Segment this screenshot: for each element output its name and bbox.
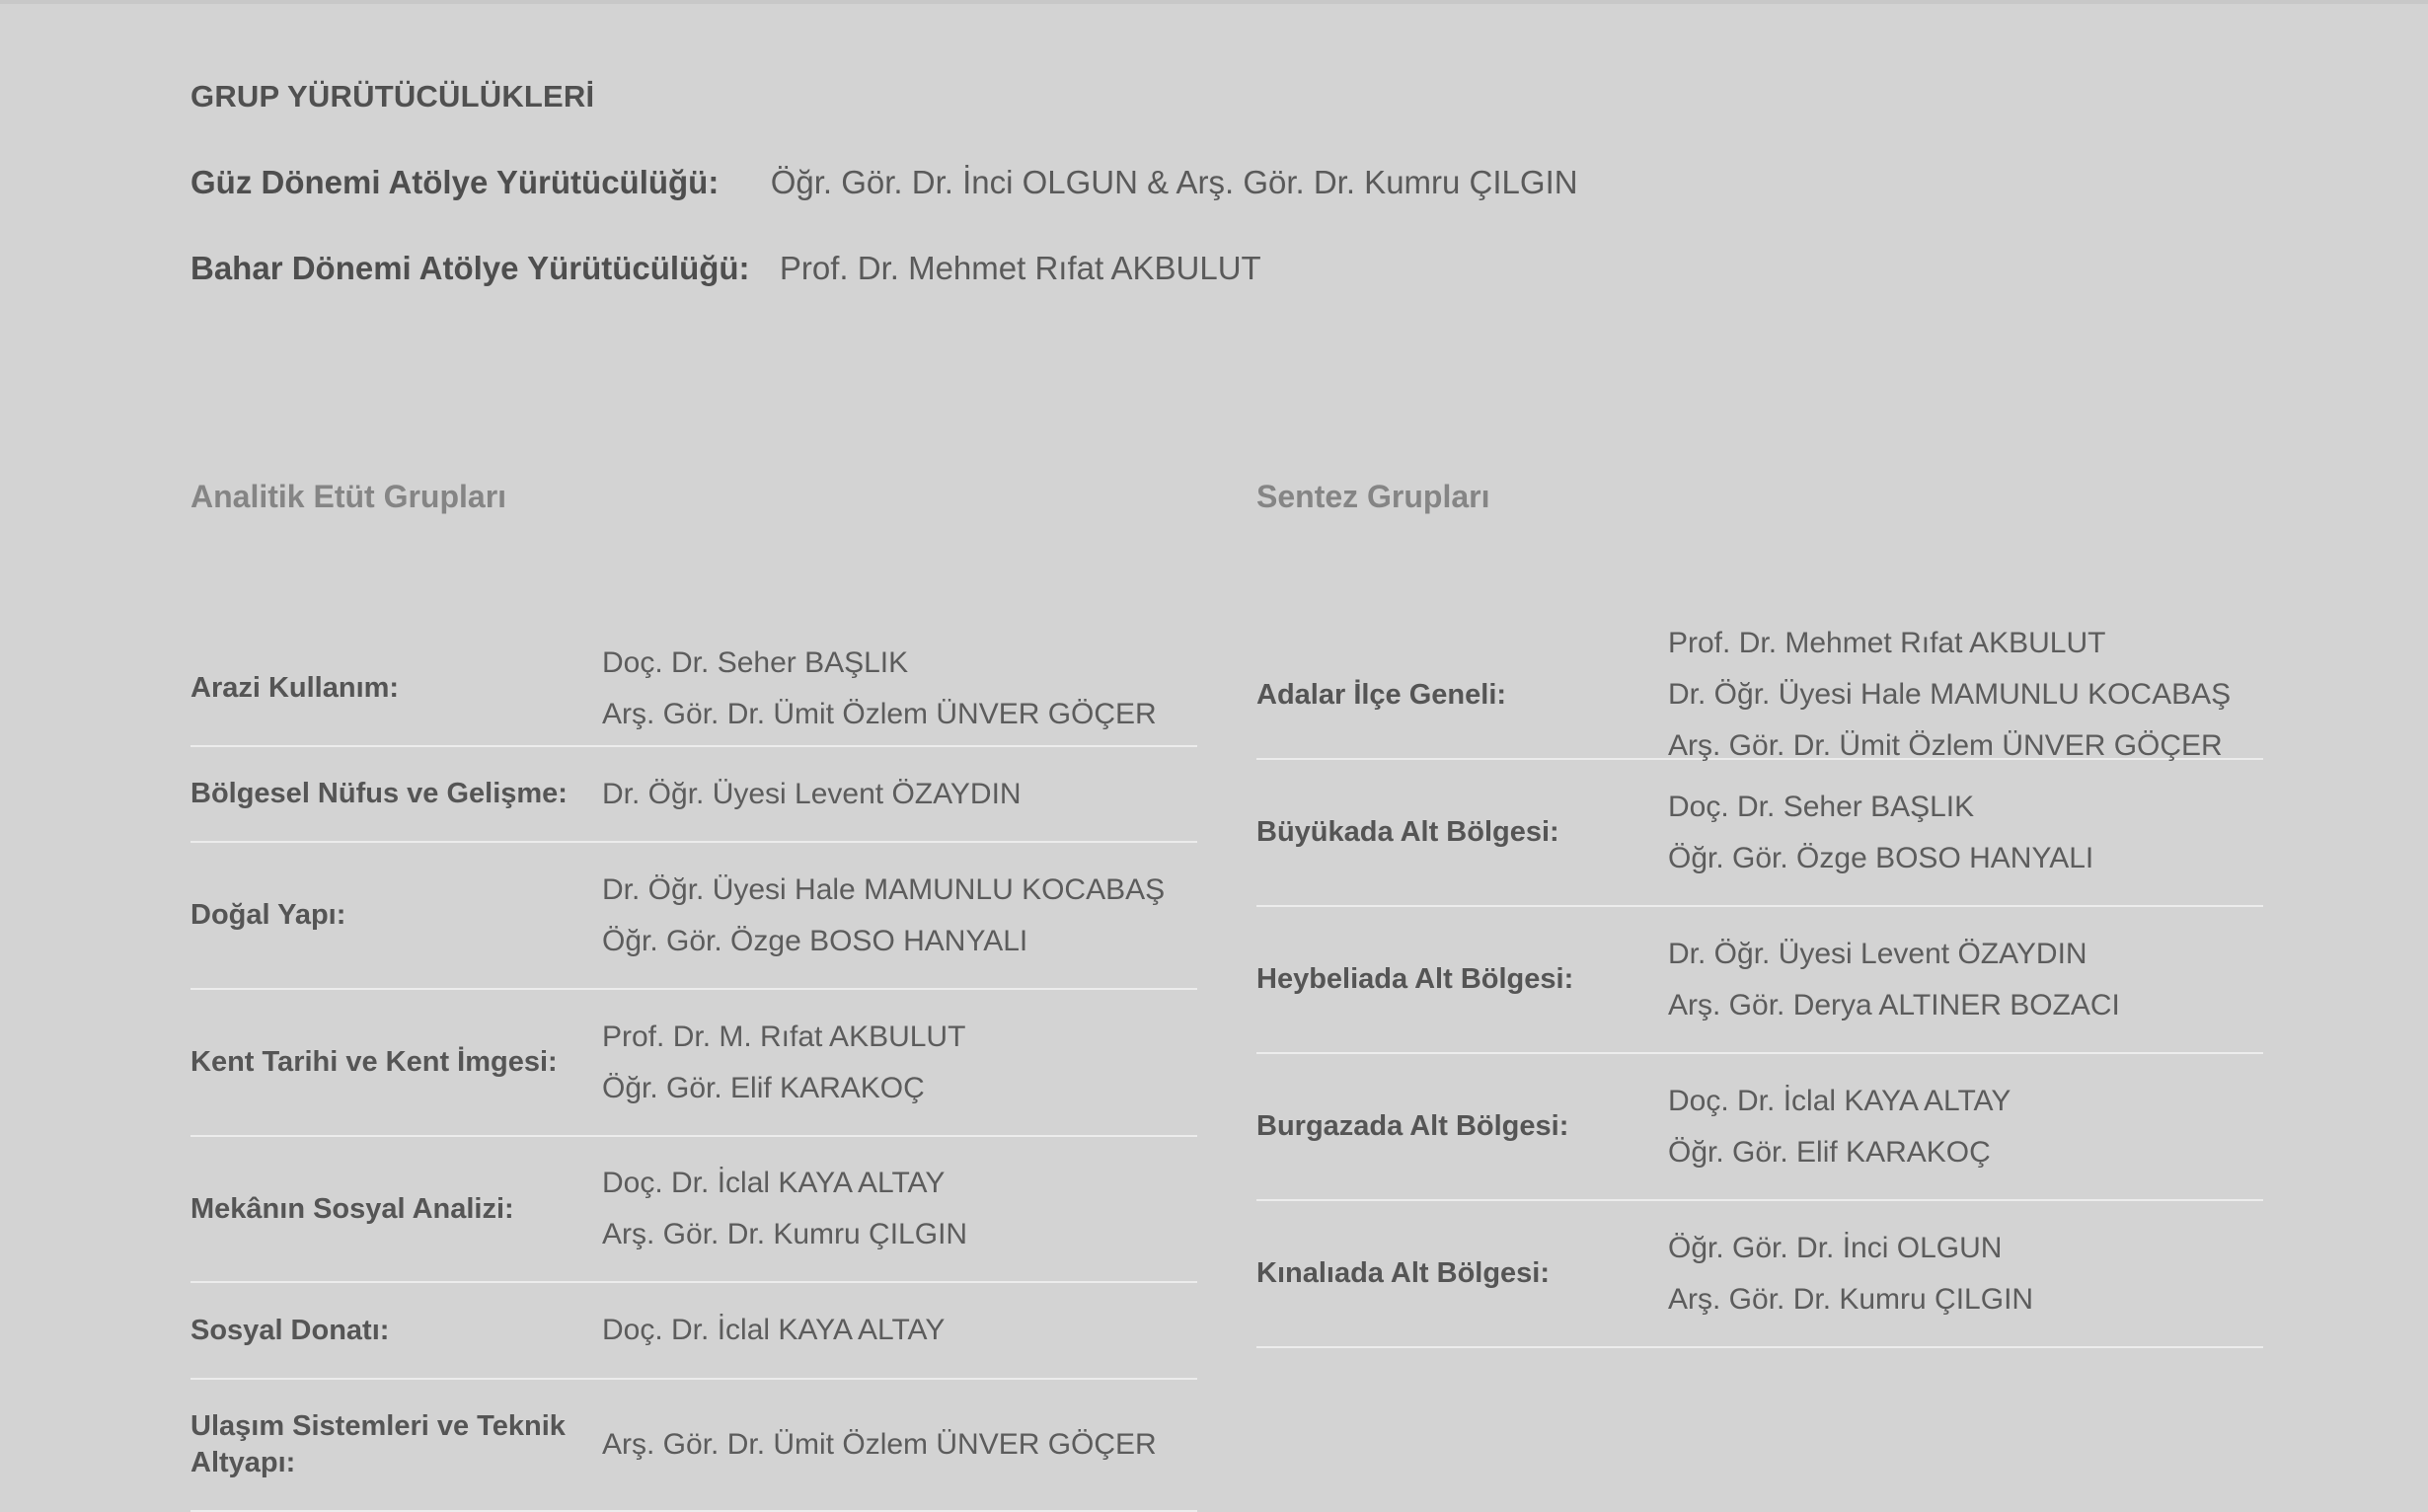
group-members — [602, 769, 1197, 820]
group-row — [1256, 627, 2263, 762]
fall-coordinator-value: Öğr. Gör. Dr. İnci OLGUN & Arş. Gör. Dr. Kumru ÇILGIN — [770, 164, 1578, 200]
spring-coordinator-value: Prof. Dr. Mehmet Rıfat AKBULUT — [779, 250, 1261, 286]
group-member: Arş. Gör. Dr. Ümit Özlem ÜNVER GÖÇER — [602, 697, 1157, 730]
group-member: Doç. Dr. İclal KAYA ALTAY — [602, 1167, 946, 1199]
group-members — [602, 1419, 1197, 1471]
group-member: Doç. Dr. Seher BAŞLIK — [602, 645, 909, 679]
group-member: Dr. Öğr. Üyesi Hale MAMUNLU KOCABAŞ — [1668, 678, 2232, 711]
group-member: Öğr. Gör. Elif KARAKOÇ — [1668, 1135, 1991, 1169]
group-member: Doç. Dr. İclal KAYA ALTAY — [1668, 1084, 2011, 1117]
group-row — [190, 843, 1197, 990]
group-name: Adalar İlçe Geneli: — [1256, 678, 1507, 711]
group-name: Ulaşım Sistemleri ve Teknik Altyapı: — [190, 1410, 566, 1478]
group-row — [1256, 1201, 2263, 1348]
group-members — [1668, 1076, 2263, 1178]
group-members — [1668, 1223, 2263, 1325]
group-name: Mekânın Sosyal Analizi: — [190, 1192, 514, 1225]
analytic-groups-title: Analitik Etüt Grupları — [190, 479, 507, 514]
group-row — [190, 747, 1197, 843]
group-member: Öğr. Gör. Özge BOSO HANYALI — [1668, 841, 2094, 874]
group-member: Arş. Gör. Dr. Kumru ÇILGIN — [1668, 1282, 2034, 1316]
group-name: Kınalıada Alt Bölgesi: — [1256, 1257, 1551, 1289]
group-members — [602, 865, 1197, 967]
group-member: Dr. Öğr. Üyesi Levent ÖZAYDIN — [602, 777, 1022, 810]
synthesis-groups-title: Sentez Grupları — [1256, 479, 1490, 514]
group-members — [602, 1305, 1197, 1356]
group-row — [190, 1137, 1197, 1283]
group-name: Kent Tarihi ve Kent İmgesi: — [190, 1046, 558, 1078]
group-members — [1668, 618, 2263, 772]
group-member: Arş. Gör. Derya ALTINER BOZACI — [1668, 988, 2120, 1021]
group-name: Doğal Yapı: — [190, 899, 346, 931]
fall-coordinator-row — [190, 164, 1578, 201]
group-members — [1668, 929, 2263, 1031]
group-name: Bölgesel Nüfus ve Gelişme: — [190, 778, 568, 809]
group-member: Doç. Dr. Seher BAŞLIK — [1668, 790, 1975, 823]
group-members — [602, 1012, 1197, 1114]
analytic-groups-section — [190, 474, 1197, 1512]
group-row — [1256, 1054, 2263, 1201]
group-row — [190, 632, 1197, 747]
group-row — [1256, 760, 2263, 907]
group-member: Arş. Gör. Dr. Ümit Özlem ÜNVER GÖÇER — [602, 1428, 1157, 1461]
group-member: Öğr. Gör. Elif KARAKOÇ — [602, 1071, 925, 1104]
group-member: Dr. Öğr. Üyesi Hale MAMUNLU KOCABAŞ — [602, 872, 1166, 906]
spring-coordinator-label: Bahar Dönemi Atölye Yürütücülüğü: — [190, 250, 750, 286]
group-row — [190, 990, 1197, 1137]
group-member: Arş. Gör. Dr. Ümit Özlem ÜNVER GÖÇER — [1668, 729, 2223, 762]
group-member: Öğr. Gör. Dr. İnci OLGUN — [1668, 1231, 2003, 1264]
group-name: Sosyal Donatı: — [190, 1314, 390, 1346]
group-member: Prof. Dr. M. Rıfat AKBULUT — [602, 1020, 966, 1053]
spring-coordinator-row — [190, 250, 1261, 287]
group-name: Arazi Kullanım: — [190, 672, 400, 704]
group-name: Büyükada Alt Bölgesi: — [1256, 816, 1559, 848]
group-members — [602, 638, 1197, 740]
group-row — [1256, 907, 2263, 1054]
group-members — [1668, 782, 2263, 884]
group-name: Heybeliada Alt Bölgesi: — [1256, 963, 1574, 995]
group-member: Öğr. Gör. Özge BOSO HANYALI — [602, 924, 1028, 957]
fall-coordinator-label: Güz Dönemi Atölye Yürütücülüğü: — [190, 164, 720, 200]
group-member: Prof. Dr. Mehmet Rıfat AKBULUT — [1668, 627, 2106, 659]
group-member: Doç. Dr. İclal KAYA ALTAY — [602, 1314, 946, 1346]
group-name: Burgazada Alt Bölgesi: — [1256, 1110, 1569, 1142]
group-row — [190, 1283, 1197, 1380]
group-members — [602, 1158, 1197, 1260]
group-member: Dr. Öğr. Üyesi Levent ÖZAYDIN — [1668, 937, 2087, 970]
group-member: Arş. Gör. Dr. Kumru ÇILGIN — [602, 1218, 968, 1250]
top-divider — [0, 0, 2428, 4]
group-row — [190, 1380, 1197, 1512]
page-heading: GRUP YÜRÜTÜCÜLÜKLERİ — [190, 79, 595, 113]
synthesis-groups-section — [1256, 474, 2263, 1348]
